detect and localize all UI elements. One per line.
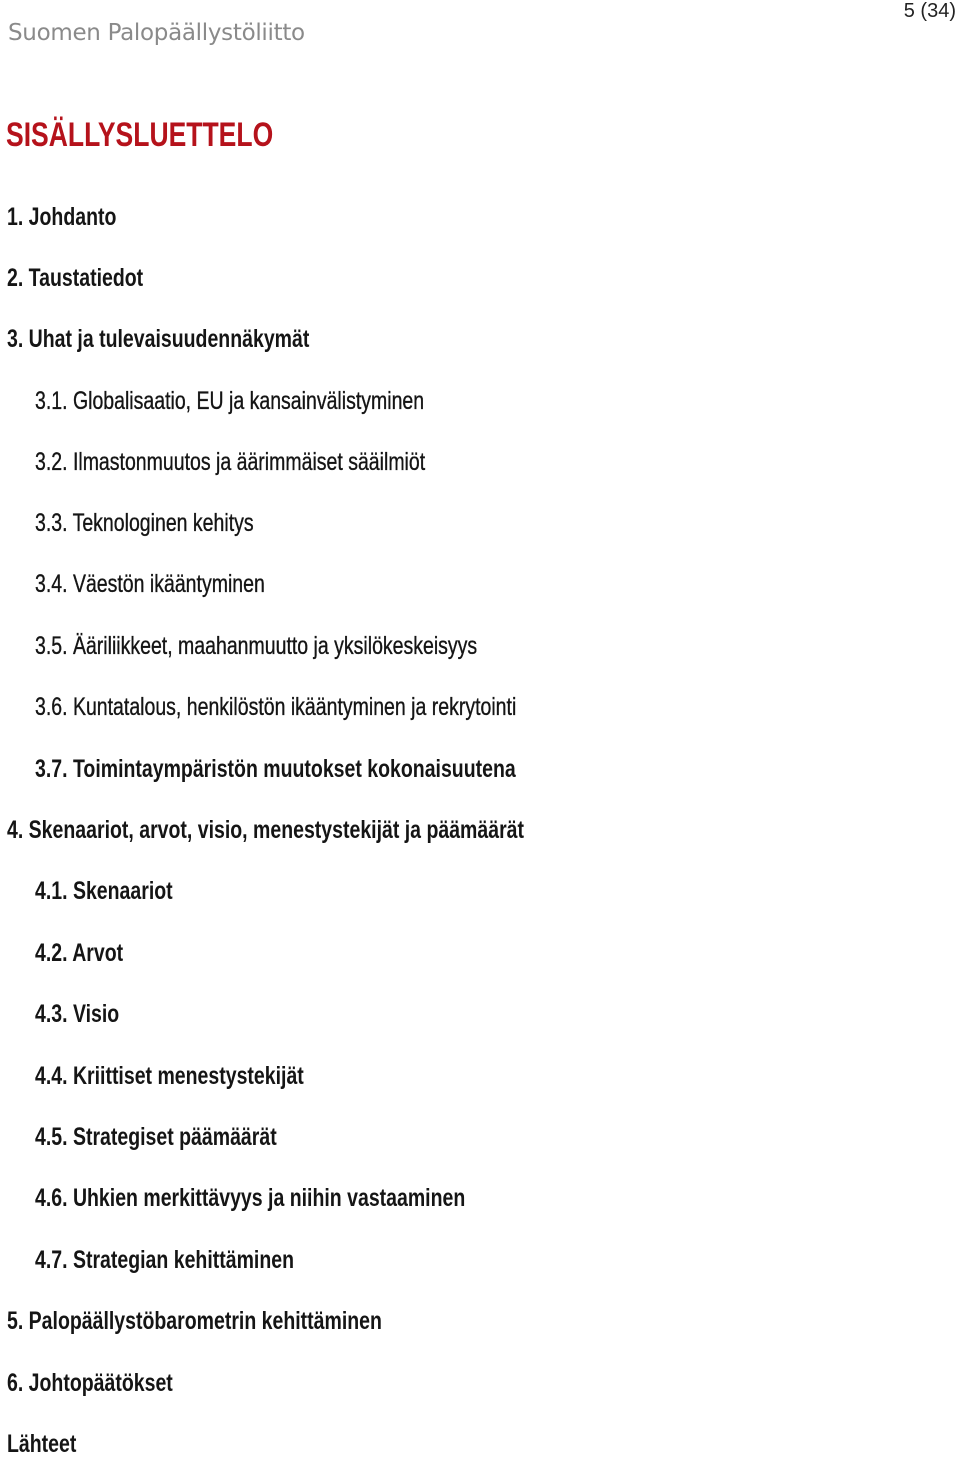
toc-item-arvot[interactable]: 4.2. Arvot	[35, 939, 124, 967]
page-number: 5 (34)	[903, 0, 956, 22]
toc-item-vaeston-ikaantyminen[interactable]: 3.4. Väestön ikääntyminen	[35, 570, 265, 598]
toc-title: SISÄLLYSLUETTELO	[6, 116, 274, 154]
toc-item-lahteet[interactable]: Lähteet	[7, 1430, 77, 1458]
toc-item-kriittiset-menestystekijat[interactable]: 4.4. Kriittiset menestystekijät	[35, 1062, 304, 1090]
toc-item-uhat[interactable]: 3. Uhat ja tulevaisuudennäkymät	[7, 325, 310, 353]
toc-item-aariliikkeet[interactable]: 3.5. Ääriliikkeet, maahanmuutto ja yksilökeskeisyys	[35, 632, 478, 660]
toc-item-uhkien-merkittavyys[interactable]: 4.6. Uhkien merkittävyys ja niihin vastaaminen	[35, 1184, 466, 1212]
toc-item-teknologinen-kehitys[interactable]: 3.3. Teknologinen kehitys	[35, 509, 254, 537]
toc-item-ilmastonmuutos[interactable]: 3.2. Ilmastonmuutos ja äärimmäiset sääilmiöt	[35, 448, 426, 476]
toc-item-globalisaatio[interactable]: 3.1. Globalisaatio, EU ja kansainvälistyminen	[35, 387, 425, 415]
toc-item-johtopaatokset[interactable]: 6. Johtopäätökset	[7, 1369, 173, 1397]
organization-name: Suomen Palopäällystöliitto	[8, 20, 305, 46]
toc-item-toimintaympariston-muutokset[interactable]: 3.7. Toimintaympäristön muutokset kokonaisuutena	[35, 755, 516, 783]
toc-item-johdanto[interactable]: 1. Johdanto	[7, 203, 117, 231]
toc-item-skenaariot-arvot[interactable]: 4. Skenaariot, arvot, visio, menestystekijät ja päämäärät	[7, 816, 525, 844]
toc-item-kuntatalous[interactable]: 3.6. Kuntatalous, henkilöstön ikääntyminen ja rekrytointi	[35, 693, 517, 721]
toc-item-palopaallystobarometri[interactable]: 5. Palopäällystöbarometrin kehittäminen	[7, 1307, 382, 1335]
toc-item-taustatiedot[interactable]: 2. Taustatiedot	[7, 264, 144, 292]
toc-item-visio[interactable]: 4.3. Visio	[35, 1000, 120, 1028]
toc-item-skenaariot[interactable]: 4.1. Skenaariot	[35, 877, 173, 905]
toc-item-strategiset-paamaarat[interactable]: 4.5. Strategiset päämäärät	[35, 1123, 277, 1151]
toc-item-strategian-kehittaminen[interactable]: 4.7. Strategian kehittäminen	[35, 1246, 294, 1274]
